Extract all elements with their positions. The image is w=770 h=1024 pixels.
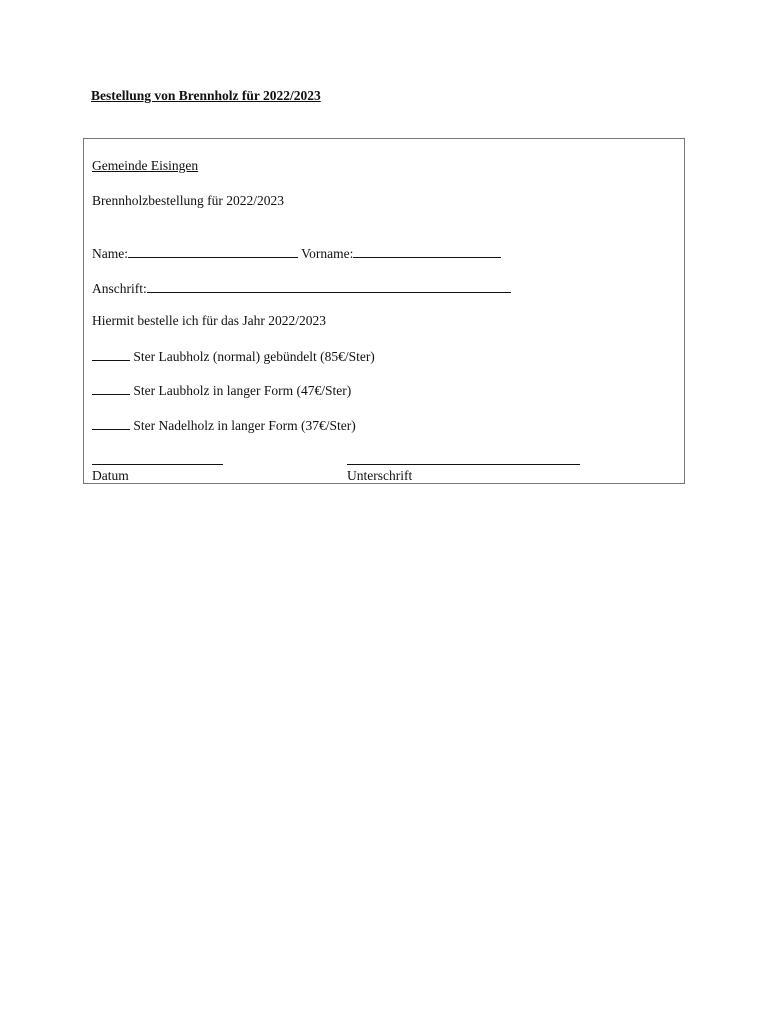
order-intro: Hiermit bestelle ich für das Jahr 2022/2023	[92, 313, 326, 328]
order-item-label: Ster Laubholz in langer Form (47€/Ster)	[133, 383, 352, 398]
order-item-row	[92, 382, 351, 399]
order-item-label: Ster Nadelholz in langer Form (37€/Ster)	[133, 418, 356, 433]
name-field[interactable]	[128, 245, 298, 258]
order-item-row	[92, 417, 356, 434]
first-name-label: Vorname:	[301, 246, 354, 261]
quantity-field[interactable]	[92, 382, 130, 395]
name-row	[92, 245, 501, 262]
signature-label: Unterschrift	[347, 468, 413, 483]
order-form-box	[83, 138, 685, 484]
document-title: Bestellung von Brennholz für 2022/2023	[91, 88, 321, 103]
signature-line[interactable]	[347, 464, 580, 465]
quantity-field[interactable]	[92, 348, 130, 361]
address-field[interactable]	[147, 280, 511, 293]
address-label: Anschrift:	[92, 281, 147, 296]
form-subtitle: Brennholzbestellung für 2022/2023	[92, 193, 284, 208]
municipality-heading: Gemeinde Eisingen	[92, 158, 199, 173]
order-item-row	[92, 348, 375, 365]
name-label: Name:	[92, 246, 128, 261]
first-name-field[interactable]	[353, 245, 501, 258]
quantity-field[interactable]	[92, 417, 130, 430]
date-line[interactable]	[92, 464, 223, 465]
address-row	[92, 280, 511, 297]
order-item-label: Ster Laubholz (normal) gebündelt (85€/Ster)	[133, 349, 375, 364]
date-label: Datum	[92, 468, 129, 483]
